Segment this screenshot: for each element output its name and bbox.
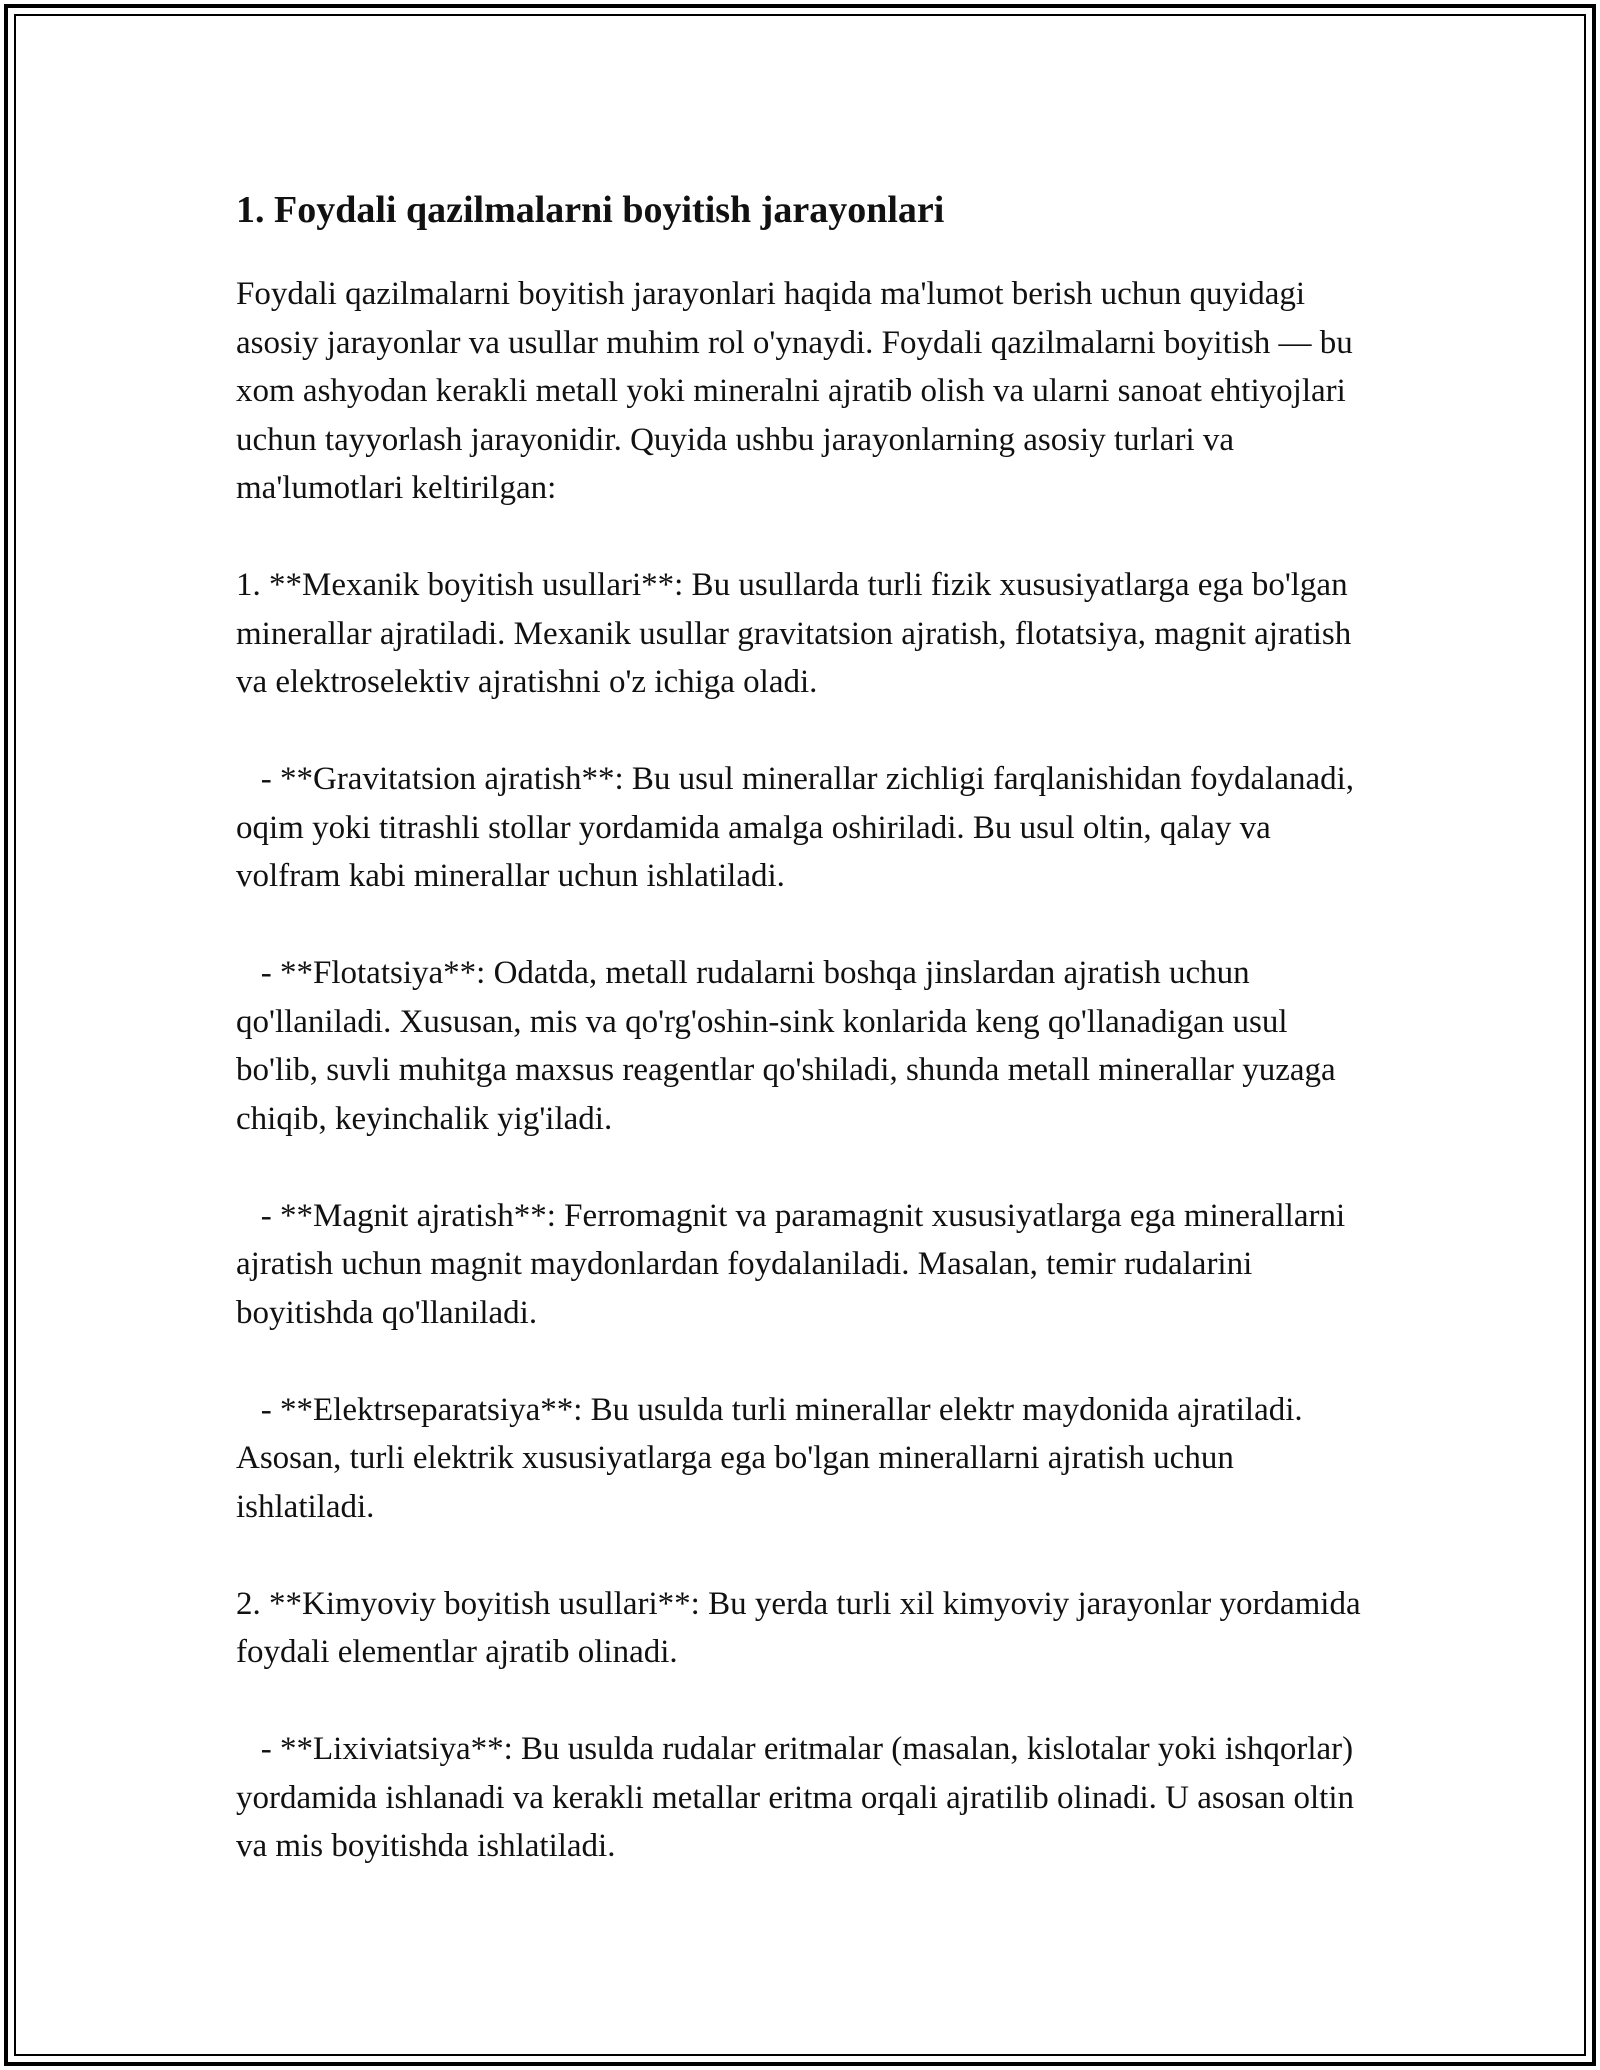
document-title: 1. Foydali qazilmalarni boyitish jarayonlari (236, 189, 945, 231)
gravity-separation-paragraph: - **Gravitatsion ajratish**: Bu usul minerallar zichligi farqlanishidan foydalanadi, oqim yoki titrashli stollar yordamida amalga oshiriladi. Bu usul oltin, qalay va volfram kabi minerallar uchun ishlatiladi. (236, 761, 1363, 894)
document-body (236, 186, 1376, 1871)
intro-paragraph: Foydali qazilmalarni boyitish jarayonlari haqida ma'lumot berish uchun quyidagi asosiy jarayonlar va usullar muhim rol o'ynaydi. Foydali qazilmalarni boyitish — bu xom ashyodan kerakli metall yoki mineralni ajratib olish va ularni sanoat ehtiyojlari uchun tayyorlash jarayonidir. Quyida ushbu jarayonlarning asosiy turlari va ma'lumotlari keltirilgan: (236, 276, 1361, 506)
mechanical-methods-paragraph: 1. **Mexanik boyitish usullari**: Bu usullarda turli fizik xususiyatlarga ega bo'lgan minerallar ajratiladi. Mexanik usullar gravitatsion ajratish, flotatsiya, magnit ajratish va elektroselektiv ajratishni o'z ichiga oladi. (236, 567, 1360, 700)
chemical-methods-paragraph: 2. **Kimyoviy boyitish usullari**: Bu yerda turli xil kimyoviy jarayonlar yordamida foydali elementlar ajratib olinadi. (236, 1585, 1369, 1670)
magnetic-separation-paragraph: - **Magnit ajratish**: Ferromagnit va paramagnit xususiyatlarga ega minerallarni ajratish uchun magnit maydonlardan foydalaniladi. Masalan, temir rudalarini boyitishda qo'llaniladi. (236, 1197, 1354, 1331)
flotation-paragraph: - **Flotatsiya**: Odatda, metall rudalarni boshqa jinslardan ajratish uchun qo'llaniladi. Xususan, mis va qo'rg'oshin-sink konlarida keng qo'llanadigan usul bo'lib, suvli muhitga maxsus reagentlar qo'shiladi, shunda metall minerallar yuzaga chiqib, keyinchalik yig'iladi. (236, 955, 1344, 1137)
leaching-paragraph: - **Lixiviatsiya**: Bu usulda rudalar eritmalar (masalan, kislotalar yoki ishqorlar) yordamida ishlanadi va kerakli metallar eritma orqali ajratilib olinadi. U asosan oltin va mis boyitishda ishlatiladi. (236, 1731, 1363, 1864)
electroseparation-paragraph: - **Elektrseparatsiya**: Bu usulda turli minerallar elektr maydonida ajratiladi. Asosan, turli elektrik xususiyatlarga ega bo'lgan minerallarni ajratish uchun ishlatiladi. (236, 1391, 1310, 1525)
